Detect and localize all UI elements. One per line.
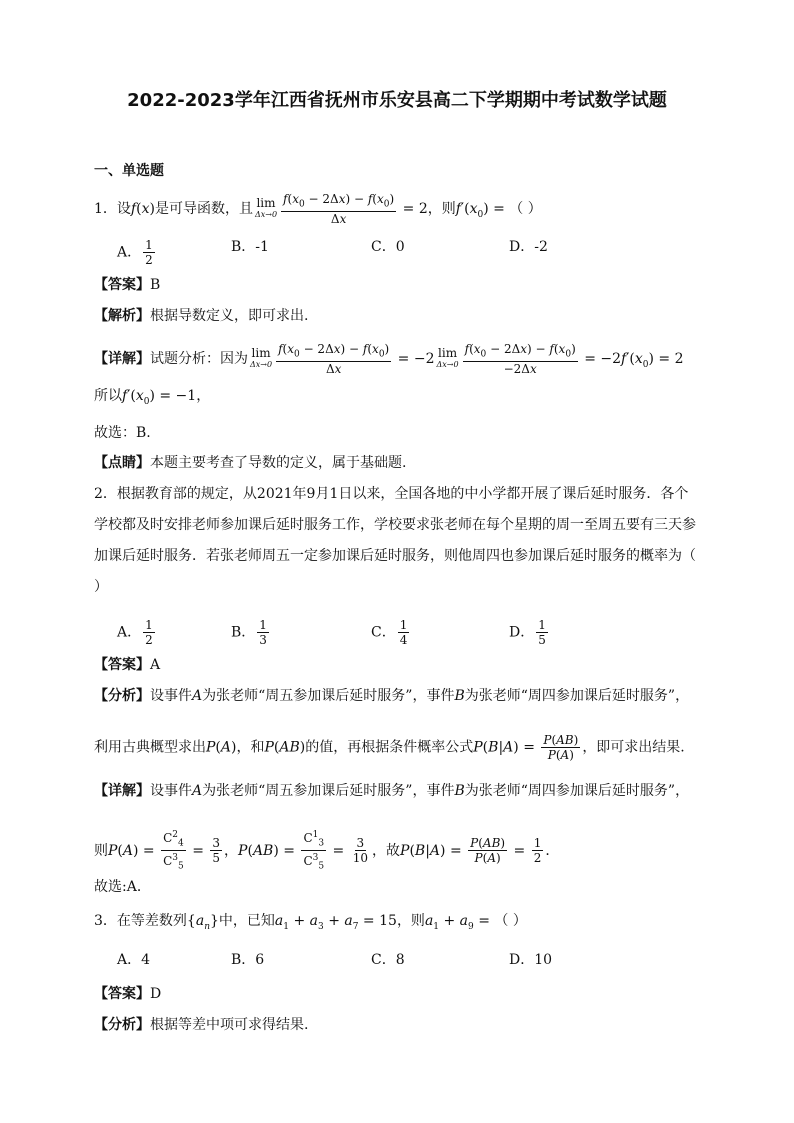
q1-analysis: 【解析】根据导数定义，即可求出. <box>94 308 309 324</box>
q3-option-c: C．8 <box>371 952 405 968</box>
q1-option-d: D．-2 <box>509 239 548 255</box>
q3-analysis: 【分析】根据等差中项可求得结果. <box>94 1017 309 1033</box>
q2-option-b: B． $\frac{1}{3}$ <box>231 618 267 647</box>
q2-option-d: D． $\frac{1}{5}$ <box>509 618 546 647</box>
q1-option-a: A． $\frac{1}{2}$ <box>117 238 153 267</box>
q2-option-c: C． $\frac{1}{4}$ <box>371 618 408 647</box>
q1-conclusion: 所以$f'(x_0) = -1$， <box>94 388 211 407</box>
q1-stem: 1．设f(x)是可导函数，且 lim Δx→0 $\frac{f(x_0 - 2\Delta x) - f(x_0)}{\Delta x}$ = 2，则$f'(x_0)$ = （ ） <box>94 192 542 227</box>
q2-detail: 【详解】设事件A为张老师“周五参加课后延时服务”，事件B为张老师“周四参加课后延时服务”， <box>94 783 690 799</box>
q3-option-b: B．6 <box>231 952 265 968</box>
q3-stem: 3．在等差数列$\{a_n\}$中，已知$a_1 + a_3 + a_7 = 15$，则$a_1 + a_9$ = （ ） <box>94 913 527 932</box>
q2-option-a: A． $\frac{1}{2}$ <box>117 618 153 647</box>
q2-stem-line-3: 加课后延时服务．若张老师周五一定参加课后延时服务，则他周四也参加课后延时服务的概率为（ <box>94 548 696 564</box>
q3-answer: 【答案】D <box>94 986 162 1002</box>
q1-option-b: B．-1 <box>231 239 269 255</box>
q1-option-c: C．0 <box>371 239 405 255</box>
q2-analysis: 【分析】设事件A为张老师“周五参加课后延时服务”，事件B为张老师“周四参加课后延时服务”， <box>94 688 690 704</box>
q3-option-d: D．10 <box>509 952 553 968</box>
q2-answer: 【答案】A <box>94 657 161 673</box>
section-heading: 一、单选题 <box>94 163 164 179</box>
q2-detail-2: 则P(A) = $\frac{C^2_4}{C^3_5}$ = $\frac{3}{5}$ ，P(AB) = $\frac{C^1_3}{C^3_5}$ = $\frac{3}{10}$ ，故P(B|A) = $\frac{P(AB)}{P(A)}$ = $\frac{1}{2}$ ． <box>94 830 560 872</box>
q1-detail: 【详解】试题分析：因为 lim Δx→0 $\frac{f(x_0 - 2\Delta x) - f(x_0)}{\Delta x}$ = −2 lim Δx→0 $\frac{f(x_0 - 2\Delta x) - f(x_0)}{-2\Delta x}$ = $-2f'(x_0) = 2$ <box>94 342 684 377</box>
q1-answer: 【答案】B <box>94 277 161 293</box>
q2-analysis-2: 利用古典概型求出P(A)，和P(AB)的值，再根据条件概率公式P(B|A) = $\frac{P(AB)}{P(A)}$ ，即可求出结果. <box>94 733 685 762</box>
q1-comment: 【点睛】本题主要考查了导数的定义，属于基础题. <box>94 455 407 471</box>
q1-choose: 故选：B. <box>94 425 151 441</box>
q2-choose: 故选:A． <box>94 879 151 895</box>
q2-stem-line-2: 学校都及时安排老师参加课后延时服务工作，学校要求张老师在每个星期的周一至周五要有三天参 <box>94 517 696 533</box>
q2-stem-line-4: ） <box>94 579 108 595</box>
q3-option-a: A．4 <box>117 952 151 968</box>
q2-stem-line-1: 2．根据教育部的规定，从2021年9月1日以来，全国各地的中小学都开展了课后延时服务．各个 <box>94 486 689 502</box>
document-title: 2022-2023学年江西省抚州市乐安县高二下学期期中考试数学试题 <box>127 90 667 111</box>
